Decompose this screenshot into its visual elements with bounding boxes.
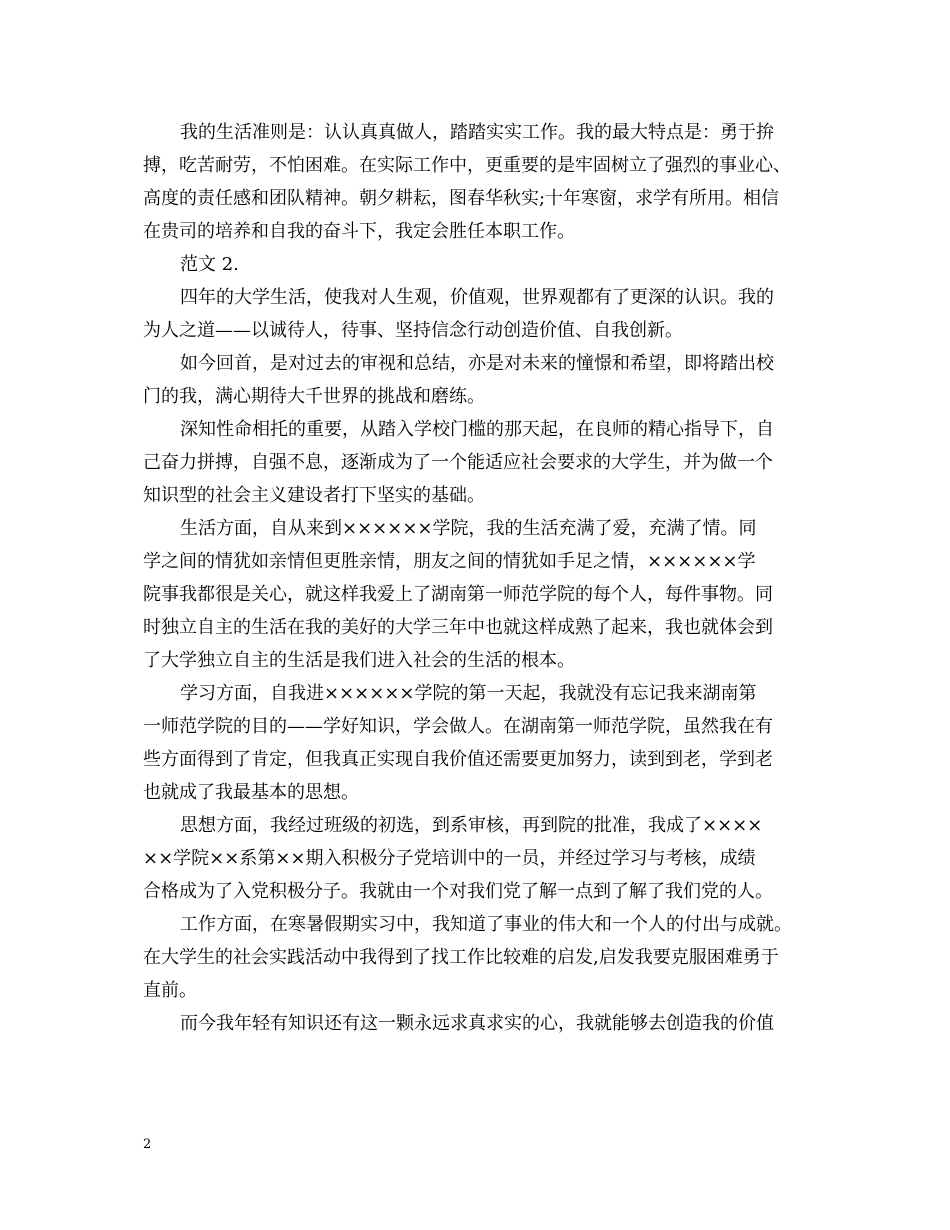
text-line: 思想方面，我经过班级的初选，到系审核，再到院的批准，我成了××××	[180, 815, 763, 836]
text-line: 一师范学院的目的——学好知识，学会做人。在湖南第一师范学院，虽然我在有	[143, 716, 773, 737]
text-line: 我的生活准则是：认认真真做人，踏踏实实工作。我的最大特点是：勇于拚	[180, 122, 774, 143]
document-body	[143, 116, 813, 1040]
text-line: 时独立自主的生活在我的美好的大学三年中也就这样成熟了起来，我也就体会到	[143, 617, 773, 638]
text-line: 为人之道——以诚待人，待事、坚持信念行动创造价值、自我创新。	[143, 320, 683, 341]
text-line: 了大学独立自主的生活是我们进入社会的生活的根本。	[143, 650, 575, 671]
text-line: ××学院××系第××期入积极分子党培训中的一员，并经过学习与考核，成绩	[143, 848, 756, 869]
text-line: 高度的责任感和团队精神。朝夕耕耘，图春华秋实;十年寒窗，求学有所用。相信	[143, 188, 780, 209]
section-heading: 范文 2.	[180, 254, 239, 275]
text-line: 生活方面，自从来到××××××学院，我的生活充满了爱，充满了情。同	[180, 518, 757, 539]
text-line: 己奋力拼搏，自强不息，逐渐成为了一个能适应社会要求的大学生，并为做一个	[143, 452, 773, 473]
text-line: 四年的大学生活，使我对人生观，价值观，世界观都有了更深的认识。我的	[180, 287, 774, 308]
text-line: 也就成了我最基本的思想。	[143, 782, 359, 803]
text-line: 深知性命相托的重要，从踏入学校门槛的那天起，在良师的精心指导下，自	[180, 419, 774, 440]
text-line: 些方面得到了肯定，但我真正实现自我价值还需要更加努力，读到到老，学到老	[143, 749, 773, 770]
text-line: 如今回首，是对过去的审视和总结，亦是对未来的憧憬和希望，即将踏出校	[180, 353, 774, 374]
page-number: 2	[143, 1137, 152, 1152]
text-line: 院事我都很是关心，就这样我爱上了湖南第一师范学院的每个人，每件事物。同	[143, 584, 773, 605]
text-line: 门的我，满心期待大千世界的挑战和磨练。	[143, 386, 485, 407]
text-line: 搏，吃苦耐劳，不怕困难。在实际工作中，更重要的是牢固树立了强烈的事业心、	[143, 155, 791, 176]
text-line: 学之间的情犹如亲情但更胜亲情，朋友之间的情犹如手足之情，××××××学	[143, 551, 756, 572]
text-line: 在贵司的培养和自我的奋斗下，我定会胜任本职工作。	[143, 221, 575, 242]
text-line: 而今我年轻有知识还有这一颗永远求真求实的心，我就能够去创造我的价值	[180, 1013, 774, 1034]
text-line: 知识型的社会主义建设者打下坚实的基础。	[143, 485, 485, 506]
text-line: 直前。	[143, 980, 197, 1001]
text-line: 合格成为了入党积极分子。我就由一个对我们党了解一点到了解了我们党的人。	[143, 881, 773, 902]
text-line: 学习方面，自我进××××××学院的第一天起，我就没有忘记我来湖南第	[180, 683, 757, 704]
text-line: 在大学生的社会实践活动中我得到了找工作比较难的启发,启发我要克服困难勇于	[143, 947, 779, 968]
text-line: 工作方面，在寒暑假期实习中，我知道了事业的伟大和一个人的付出与成就。	[180, 914, 792, 935]
